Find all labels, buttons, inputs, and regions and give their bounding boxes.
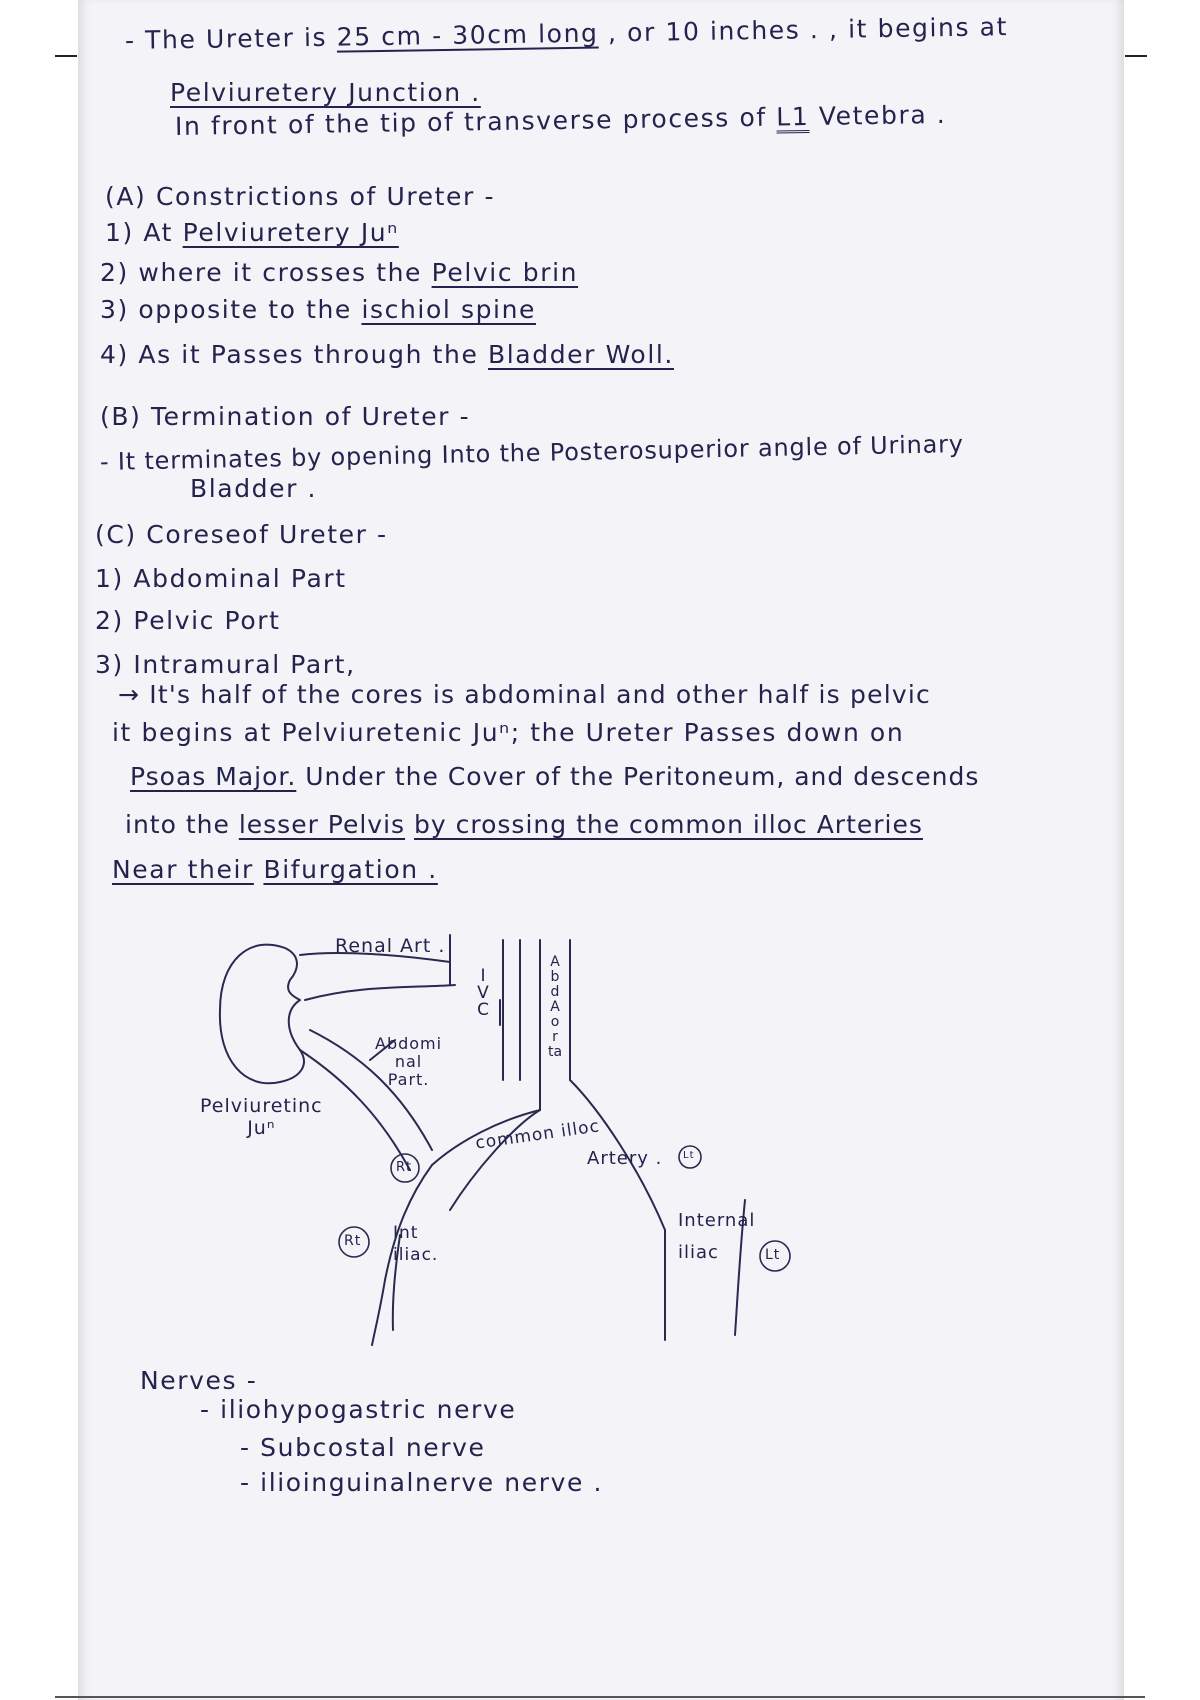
aorta-letter: A [550,954,560,970]
bifurcation: Bifurgation . [263,855,438,884]
constriction-prefix: 1) At [105,218,183,247]
constriction-term: Pelviuretery Juⁿ [182,218,399,247]
ivc-letter: V [477,983,489,1003]
constriction-prefix: 2) where it crosses the [100,258,432,287]
bottom-rule [55,1696,1145,1698]
aorta-letter: o [550,1014,560,1030]
constriction-term: ischiol spine [361,295,537,324]
int-iliac-line: Int [393,1223,419,1243]
renal-artery-label: Renal Art . [335,935,446,957]
kidney-outline [220,945,304,1084]
constriction-prefix: 4) As it Passes through the [100,340,489,369]
common-iliac-label: common illoc [474,1116,602,1154]
paragraph-text: Under the Cover of the Peritoneum, and descends [296,762,980,791]
termination-line-1: - It terminates by opening Into the Posterosuperior angle of Urinary [99,429,965,476]
ureter-length: 25 cm - 30cm long [336,18,599,52]
course-item-2: 2) Pelvic Port [95,606,281,635]
lesser-pelvis: lesser Pelvis [238,810,406,839]
nerves-heading: Nerves - [140,1366,258,1395]
course-item-3: 3) Intramural Part, [95,650,356,679]
aorta-letter: b [550,969,560,985]
internal-iliac-label [678,1205,755,1269]
psoas-major: Psoas Major. [130,762,297,791]
artery-label: Artery . [587,1148,663,1169]
course-heading: (C) Coreseof Ureter - [95,520,388,549]
ivc-letter: C [477,1000,489,1020]
abdominal-part-line: nal [394,1052,423,1071]
abdominal-part-label [375,1035,442,1089]
intro-text: - The Ureter is [124,22,337,55]
paragraph-line-2: it begins at Pelviuretenic Juⁿ; the Ureter Passes down on [112,718,905,747]
abdominal-part-line: Part. [387,1070,430,1089]
lt-label-2: Lt [765,1247,781,1263]
aorta-letter: A [550,999,560,1015]
nerve-item-2: - Subcostal nerve [240,1433,486,1462]
int-iliac-line: iliac. [393,1245,439,1265]
near-their: Near their [112,855,254,884]
intro-text-b: , or 10 inches . , it begins at [598,12,1009,48]
ivc-label [473,968,493,1019]
intro-text-c: In front of the tip of transverse process of [174,102,777,141]
renal-artery-lower [305,985,455,1000]
nerve-item-3: - ilioinguinalnerve nerve . [240,1468,604,1497]
pelviuretic-line: Pelviuretinc [200,1095,323,1117]
vertebra-level: L1 [776,102,810,132]
termination-heading: (B) Termination of Ureter - [100,402,471,431]
rt-label-1: Rt [396,1160,413,1175]
aorta-label [545,955,565,1060]
junction-term: Pelviuretery Junction . [170,78,481,107]
constrictions-heading: (A) Constrictions of Ureter - [105,182,496,211]
pelviuretic-line: Juⁿ [247,1117,276,1139]
rt-label-2: Rt [344,1233,362,1249]
internal-iliac-line: Internal [678,1210,756,1231]
aorta-letter: d [550,984,560,1000]
lt-label-1: Lt [683,1150,695,1161]
paragraph-line-1: → It's half of the cores is abdominal and other half is pelvic [118,680,931,709]
internal-iliac-line: iliac [678,1242,719,1263]
abdominal-part-line: Abdomi [375,1034,443,1053]
constriction-term: Pelvic brin [431,258,579,287]
termination-line-2: Bladder . [190,474,318,503]
common-iliac-arteries: by crossing the common illoc Arteries [414,810,923,839]
intro-text-d: Vetebra . [809,99,947,132]
course-item-1: 1) Abdominal Part [95,564,347,593]
constriction-term: Bladder Woll. [488,340,674,369]
constriction-prefix: 3) opposite to the [100,295,362,324]
aorta-letter: r [552,1029,558,1045]
paragraph-text: into the [125,810,239,839]
ivc-letter: I [480,966,486,986]
nerve-item-1: - iliohypogastric nerve [200,1395,517,1424]
pelviuretic-junction-label [200,1095,323,1139]
int-iliac-label [393,1222,438,1266]
aorta-letter: ta [547,1044,563,1060]
